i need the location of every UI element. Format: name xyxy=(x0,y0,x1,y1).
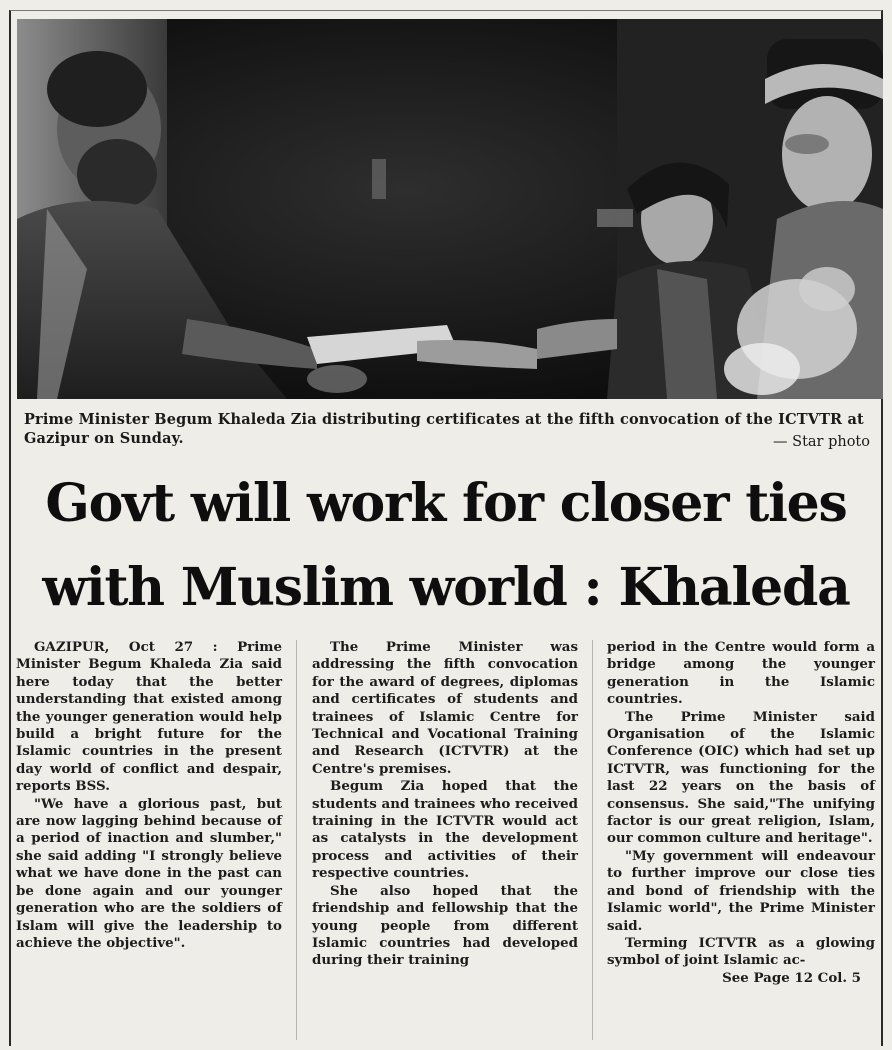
headline-line-2: with Muslim world : Khaleda xyxy=(42,557,850,618)
paragraph: period in the Centre would form a bridge among the younger generation in the Islamic countries. xyxy=(607,639,875,708)
paragraph: Terming ICTVTR as a glowing symbol of joint Islamic ac- xyxy=(607,934,875,969)
headline xyxy=(10,462,882,630)
photo-caption: Prime Minister Begum Khaleda Zia distributing certificates at the fifth convocation of the ICTVTR at Gazipur on Sunday. xyxy=(24,411,864,447)
photo-credit: — Star photo xyxy=(773,434,870,450)
paragraph: "My government will endeavour to further improve our close ties and bond of friendship with the Islamic world", the Prime Minister said. xyxy=(607,847,875,934)
paragraph: She also hoped that the friendship and fellowship that the young people from different Islamic countries had developed during their training xyxy=(312,882,578,969)
news-photo xyxy=(17,19,883,399)
paragraph: "We have a glorious past, but are now lagging behind because of a period of inaction and slumber," she said adding "I strongly believe what we have done in the past can be done again and our younger generation who are the soldiers of Islam will give the leadership to achieve the objective". xyxy=(16,795,282,951)
article-column-1 xyxy=(16,639,282,952)
continuation-note: See Page 12 Col. 5 xyxy=(722,969,861,986)
headline-line-1: Govt will work for closer ties xyxy=(45,473,847,534)
column-divider xyxy=(296,640,297,1040)
paragraph: The Prime Minister said Organisation of the Islamic Conference (OIC) which had set up ICTVTR, was functioning for the last 22 years on the basis of consensus. She said,"The unifying factor is our great religion, Islam, our common culture and heritage". xyxy=(607,708,875,847)
column-divider xyxy=(592,640,593,1040)
paragraph: Begum Zia hoped that the students and trainees who received training in the ICTVTR would act as catalysts in the development process and activities of their respective countries. xyxy=(312,778,578,882)
paragraph: GAZIPUR, Oct 27 : Prime Minister Begum Khaleda Zia said here today that the better understanding that existed among the younger generation would help build a bright future for the Islamic countries in the present day world of conflict and despair, reports BSS. xyxy=(16,639,282,795)
article-column-2 xyxy=(312,639,578,970)
article-column-3 xyxy=(607,639,875,987)
paragraph: The Prime Minister was addressing the fifth convocation for the award of degrees, diplomas and certificates of students and trainees of Islamic Centre for Technical and Vocational Training and Research (ICTVTR) at the Centre's premises. xyxy=(312,639,578,777)
